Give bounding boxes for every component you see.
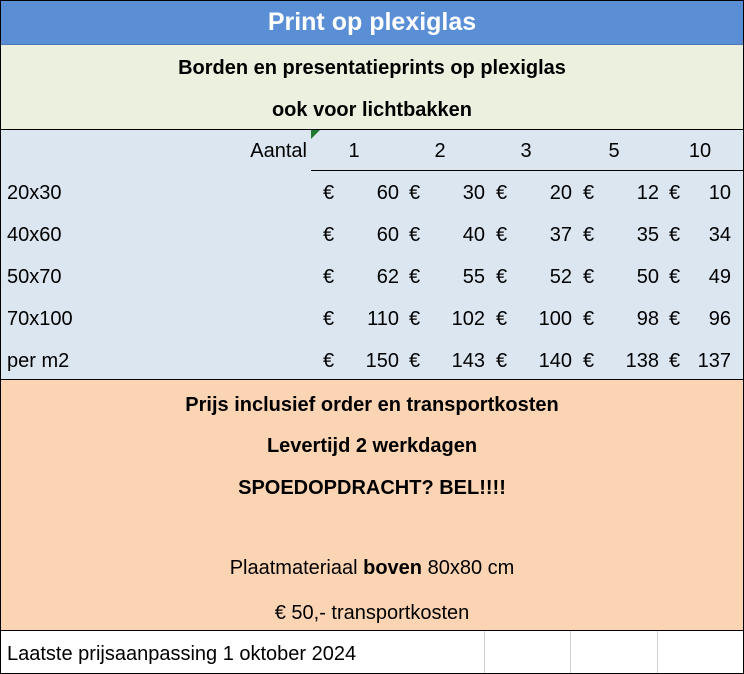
currency-symbol: € (583, 308, 595, 330)
subtitle-line-2: ook voor lichtbakken (271, 99, 473, 121)
size-label: 50x70 (7, 266, 62, 288)
price-value: 40 (462, 224, 485, 246)
price-cell (583, 308, 659, 332)
price-value: 30 (462, 182, 485, 204)
size-label: 40x60 (7, 224, 62, 246)
currency-symbol: € (669, 266, 681, 288)
price-cell (669, 182, 731, 206)
currency-symbol: € (323, 350, 335, 372)
size-label: 70x100 (7, 308, 73, 330)
price-cell (409, 308, 485, 332)
currency-symbol: € (583, 350, 595, 372)
price-value: 34 (708, 224, 731, 246)
currency-symbol: € (583, 224, 595, 246)
price-value: 37 (549, 224, 572, 246)
quantity-header-cell: 2 (434, 140, 446, 162)
info-line-rush: SPOEDOPDRACHT? BEL!!!! (238, 477, 506, 499)
quantity-header-cell: 5 (608, 140, 620, 162)
price-cell (669, 350, 731, 374)
page-title (1, 1, 743, 45)
currency-symbol: € (323, 224, 335, 246)
size-label: per m2 (7, 350, 70, 372)
price-cell (409, 182, 485, 206)
price-value: 150 (365, 350, 399, 372)
table-row (1, 182, 743, 222)
price-cell (409, 350, 485, 374)
price-value: 140 (538, 350, 572, 372)
price-cell (496, 308, 572, 332)
subtitle-line-1: Borden en presentatieprints op plexiglas (178, 57, 566, 79)
price-value: 100 (538, 308, 572, 330)
currency-symbol: € (409, 350, 421, 372)
price-value: 20 (549, 182, 572, 204)
price-cell (496, 224, 572, 248)
price-cell (583, 182, 659, 206)
size-label: 20x30 (7, 182, 62, 204)
info-line-transport: € 50,- transportkosten (274, 602, 470, 624)
price-value: 49 (708, 266, 731, 288)
currency-symbol: € (409, 182, 421, 204)
grid-line (484, 631, 485, 673)
last-update-text: Laatste prijsaanpassing 1 oktober 2024 (7, 643, 357, 665)
currency-symbol: € (669, 350, 681, 372)
price-value: 10 (708, 182, 731, 204)
price-cell (323, 224, 399, 248)
price-value: 60 (376, 224, 399, 246)
price-cell (669, 266, 731, 290)
price-value: 143 (451, 350, 485, 372)
currency-symbol: € (496, 266, 508, 288)
price-cell (496, 350, 572, 374)
quantity-header-cell: 1 (348, 140, 360, 162)
price-cell (409, 266, 485, 290)
quantity-header-cell: 3 (520, 140, 532, 162)
currency-symbol: € (583, 182, 595, 204)
currency-symbol: € (323, 266, 335, 288)
price-value: 52 (549, 266, 572, 288)
price-value: 60 (376, 182, 399, 204)
price-value: 35 (636, 224, 659, 246)
info-block (1, 380, 743, 631)
price-cell (496, 266, 572, 290)
currency-symbol: € (409, 224, 421, 246)
quantity-label: Aantal (250, 140, 307, 162)
quantity-header-cell: 10 (688, 140, 712, 162)
currency-symbol: € (323, 182, 335, 204)
price-value: 137 (697, 350, 731, 372)
currency-symbol: € (496, 182, 508, 204)
currency-symbol: € (496, 350, 508, 372)
table-row (1, 224, 743, 264)
price-cell (669, 308, 731, 332)
currency-symbol: € (583, 266, 595, 288)
material-bold: boven (363, 557, 423, 579)
price-table (1, 130, 743, 380)
quantity-header-row (311, 140, 743, 171)
currency-symbol: € (496, 224, 508, 246)
info-line-delivery: Levertijd 2 werkdagen (266, 435, 478, 457)
price-cell (583, 266, 659, 290)
info-line-material (1, 557, 743, 580)
price-cell (323, 182, 399, 206)
material-prefix: Plaatmateriaal (229, 557, 364, 579)
price-value: 96 (708, 308, 731, 330)
price-value: 102 (451, 308, 485, 330)
comment-indicator-icon (311, 130, 320, 139)
currency-symbol: € (669, 224, 681, 246)
grid-line (570, 631, 571, 673)
price-cell (323, 308, 399, 332)
currency-symbol: € (496, 308, 508, 330)
title-text: Print op plexiglas (267, 8, 477, 36)
price-cell (583, 224, 659, 248)
footer-row (1, 631, 743, 673)
price-value: 110 (367, 308, 399, 330)
price-value: 62 (376, 266, 399, 288)
currency-symbol: € (409, 266, 421, 288)
price-cell (583, 350, 659, 374)
price-value: 50 (636, 266, 659, 288)
price-cell (669, 224, 731, 248)
price-value: 138 (625, 350, 659, 372)
currency-symbol: € (409, 308, 421, 330)
grid-line (657, 631, 658, 673)
price-value: 98 (636, 308, 659, 330)
currency-symbol: € (669, 308, 681, 330)
price-cell (323, 350, 399, 374)
table-row (1, 266, 743, 306)
currency-symbol: € (669, 182, 681, 204)
price-cell (409, 224, 485, 248)
price-cell (496, 182, 572, 206)
currency-symbol: € (323, 308, 335, 330)
info-line-pricing: Prijs inclusief order en transportkosten (185, 394, 559, 416)
material-suffix: 80x80 cm (422, 557, 515, 579)
subtitle-block (1, 45, 743, 130)
price-value: 55 (462, 266, 485, 288)
price-value: 12 (636, 182, 659, 204)
table-row (1, 308, 743, 348)
price-cell (323, 266, 399, 290)
